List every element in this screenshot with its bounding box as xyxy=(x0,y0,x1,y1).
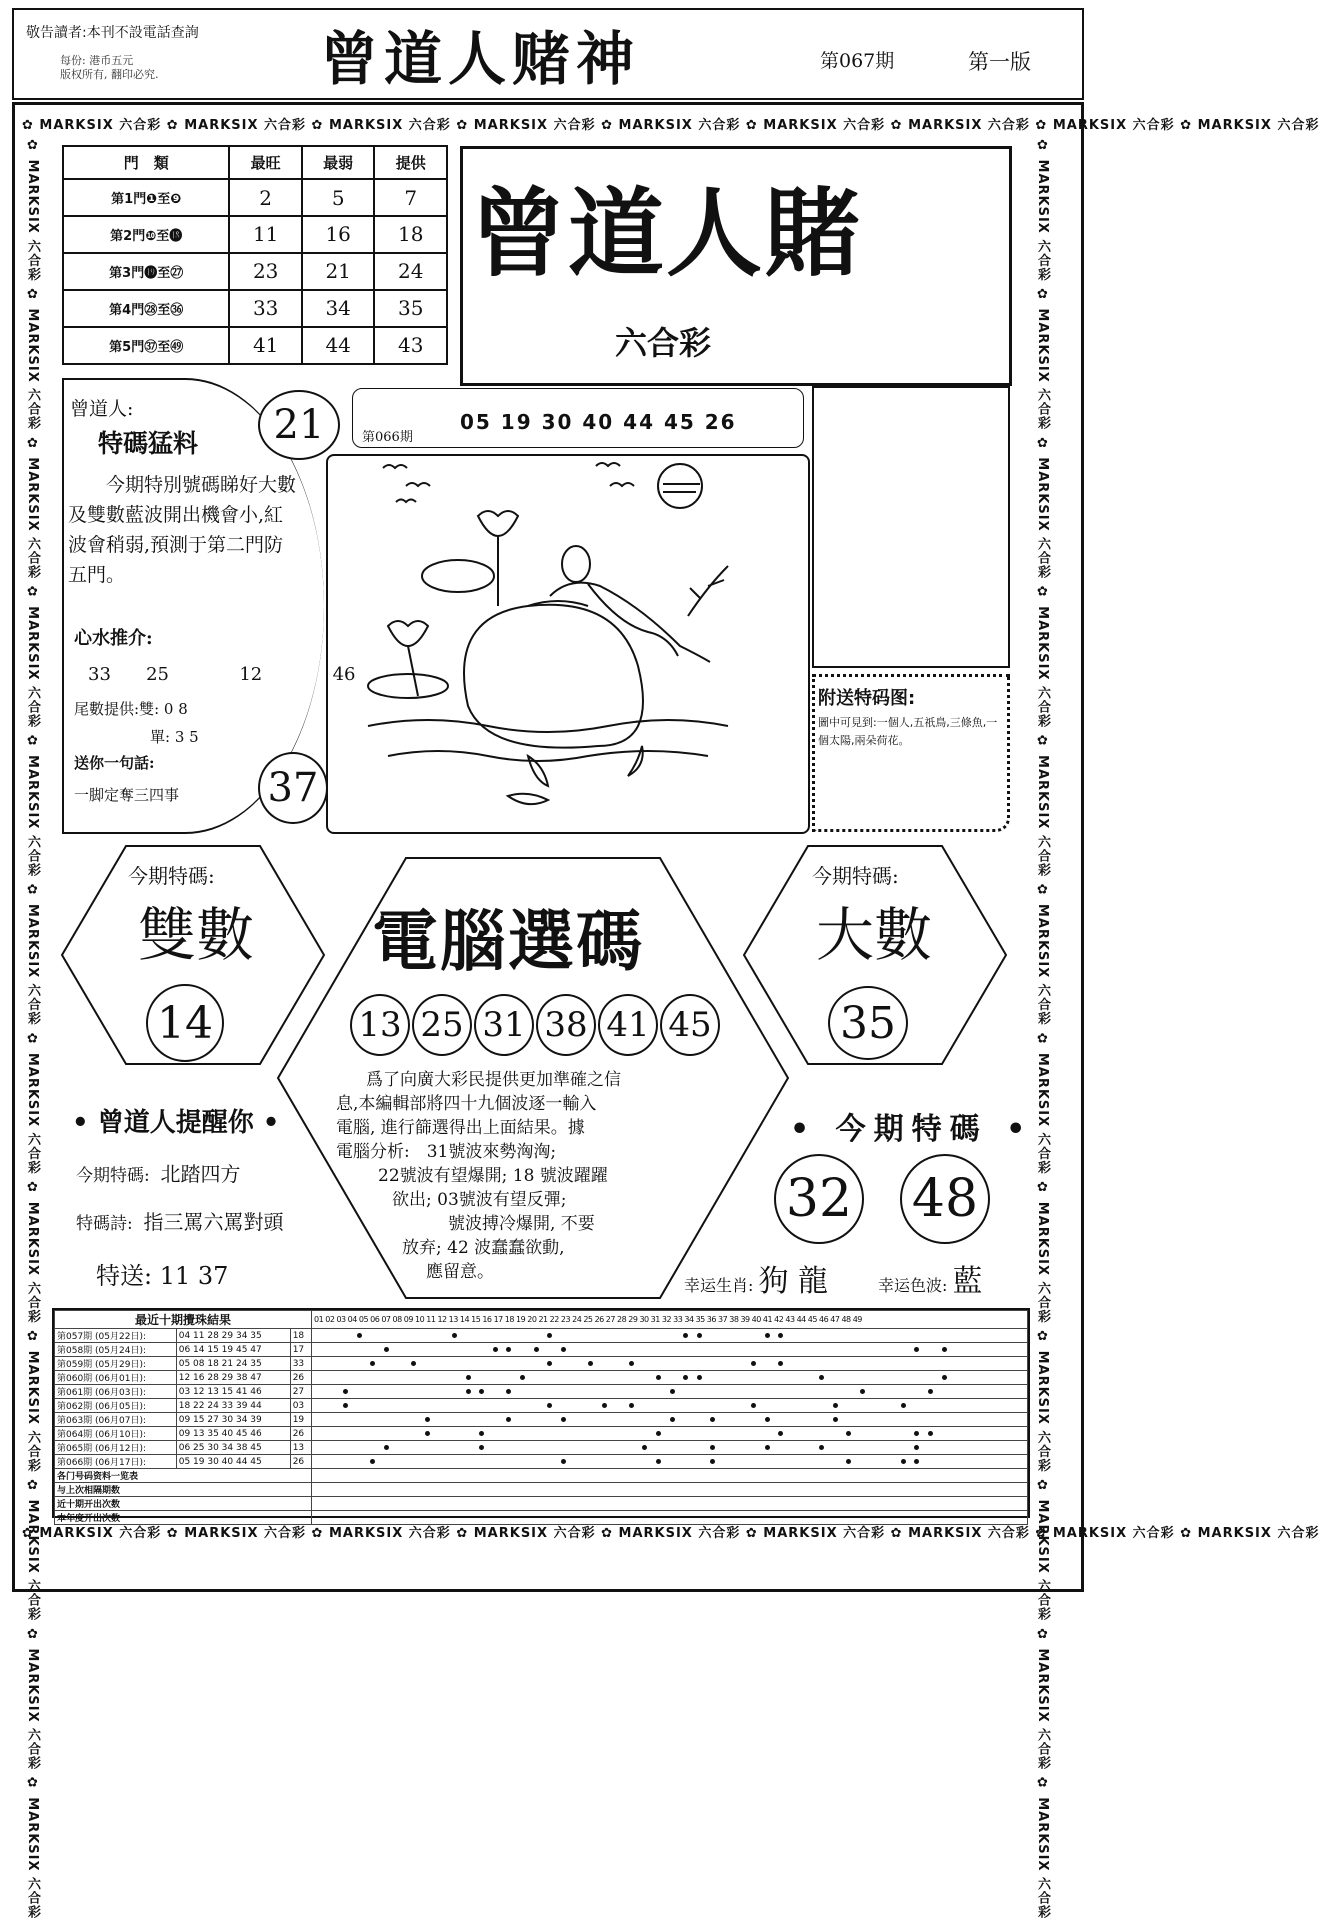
gate-header-row xyxy=(63,146,447,179)
drawn-number-dot xyxy=(561,1459,566,1464)
tail-odd-label: 單: xyxy=(150,728,171,746)
results-numbers: 12 16 28 29 38 47 xyxy=(176,1371,290,1385)
results-footer-label: 各门号码资料一览表 xyxy=(55,1469,312,1483)
drawn-number-dot xyxy=(778,1333,783,1338)
gate-best: 23 xyxy=(229,253,302,290)
fish-icon xyxy=(508,794,548,804)
results-numbers: 05 08 18 21 24 35 xyxy=(176,1357,290,1371)
drawn-number-dot xyxy=(466,1375,471,1380)
drawn-number-dot xyxy=(642,1445,647,1450)
computer-text-line: 欲出; 03號波有望反彈; xyxy=(392,1190,567,1210)
results-numbers: 18 22 24 33 39 44 xyxy=(176,1399,290,1413)
computer-text xyxy=(336,1068,746,1284)
water-lines xyxy=(368,720,728,761)
edition-label: 第一版 xyxy=(968,50,1031,74)
results-numbers: 04 11 28 29 34 35 xyxy=(176,1329,290,1343)
results-footer-label: 近十期开出次数 xyxy=(55,1497,312,1511)
bird-icon xyxy=(610,483,634,486)
drawn-number-dot xyxy=(547,1333,552,1338)
computer-number: 13 xyxy=(350,994,410,1056)
reminder-gift xyxy=(96,1256,228,1291)
diamond-icon: • xyxy=(262,1108,280,1138)
gate-best: 41 xyxy=(229,327,302,364)
last-draw-numbers: 05 19 30 40 44 45 26 xyxy=(460,410,737,434)
computer-title: 電腦選碼 xyxy=(372,902,644,980)
drawn-number-dot xyxy=(547,1361,552,1366)
diamond-icon: • xyxy=(72,1108,89,1138)
drawn-number-dot xyxy=(656,1459,661,1464)
drawn-number-dot xyxy=(670,1417,675,1422)
gate-offer: 35 xyxy=(374,290,447,327)
results-dots xyxy=(312,1357,1028,1371)
circle-number-bottom: 37 xyxy=(258,752,328,824)
results-footer-label: 与上次相隔期数 xyxy=(55,1483,312,1497)
drawn-number-dot xyxy=(819,1445,824,1450)
special-picture-caption: 圖中可見到:一個人,五祇鳥,三條魚,一個太陽,兩朵荷花。 xyxy=(818,716,998,747)
saying-text: 一脚定奪三四事 xyxy=(74,786,180,804)
results-numbers: 06 14 15 19 45 47 xyxy=(176,1343,290,1357)
drawn-number-dot xyxy=(520,1375,525,1380)
results-dots xyxy=(312,1399,1028,1413)
drawn-number-dot xyxy=(479,1431,484,1436)
gate-offer: 18 xyxy=(374,216,447,253)
saying-label: 送你一句話: xyxy=(74,754,155,772)
issue-number: 第067期 xyxy=(820,50,895,72)
computer-text-line: 號波搏冷爆開, 不要 xyxy=(448,1214,595,1234)
zodiac-value: 狗 龍 xyxy=(758,1264,829,1299)
drawn-number-dot xyxy=(629,1403,634,1408)
gate-name: 第3門⓳至㉗ xyxy=(63,253,229,290)
results-footer-cells xyxy=(312,1469,1028,1483)
results-special: 27 xyxy=(290,1385,311,1399)
drawn-number-dot xyxy=(656,1375,661,1380)
this-special-number: 48 xyxy=(900,1154,990,1244)
results-dots xyxy=(312,1413,1028,1427)
color-label: 幸运色波: xyxy=(878,1276,948,1295)
reminder-line1-label: 今期特碼: xyxy=(76,1166,150,1186)
results-numbers: 06 25 30 34 38 45 xyxy=(176,1441,290,1455)
computer-text-line: 放弃; 42 波蠢蠢欲動, xyxy=(402,1238,565,1258)
drawn-number-dot xyxy=(602,1403,607,1408)
gate-table xyxy=(62,145,448,365)
gate-offer: 24 xyxy=(374,253,447,290)
results-row xyxy=(55,1427,1028,1441)
computer-number: 41 xyxy=(598,994,658,1056)
drawn-number-dot xyxy=(697,1375,702,1380)
lotus-picture xyxy=(326,454,810,834)
results-row xyxy=(55,1455,1028,1469)
drawn-number-dot xyxy=(683,1333,688,1338)
results-row xyxy=(55,1385,1028,1399)
computer-number: 25 xyxy=(412,994,472,1056)
computer-text-line: 息,本編輯部將四十九個波逐一輸入 xyxy=(336,1094,597,1114)
results-issue: 第063期 (06月07日): xyxy=(55,1413,177,1427)
results-title-row xyxy=(55,1311,1028,1329)
drawn-number-dot xyxy=(833,1403,838,1408)
hex-left-title: 今期特碼: xyxy=(128,864,215,888)
gate-col-header: 最旺 xyxy=(229,146,302,179)
gate-offer: 7 xyxy=(374,179,447,216)
results-special: 33 xyxy=(290,1357,311,1371)
tail-even-label: 雙: xyxy=(139,700,160,718)
drawn-number-dot xyxy=(778,1431,783,1436)
reminder-line1-value: 北踏四方 xyxy=(160,1162,241,1186)
man-head xyxy=(562,546,590,582)
zodiac-row xyxy=(684,1256,828,1300)
zodiac-label: 幸运生肖: xyxy=(684,1276,754,1295)
computer-number: 31 xyxy=(474,994,534,1056)
results-footer-cells xyxy=(312,1483,1028,1497)
drawn-number-dot xyxy=(901,1459,906,1464)
price-text: 每份: 港币五元 xyxy=(60,54,134,67)
drawn-number-dot xyxy=(479,1445,484,1450)
gift-value: 11 37 xyxy=(159,1262,229,1290)
bird-icon xyxy=(396,500,416,503)
results-special: 26 xyxy=(290,1427,311,1441)
heart-numbers xyxy=(88,664,355,685)
this-special-title-row xyxy=(790,1104,1033,1148)
hex-left-word: 雙數 xyxy=(138,901,255,969)
tail-label: 尾數提供: xyxy=(74,700,140,718)
drawn-number-dot xyxy=(846,1431,851,1436)
computer-numbers xyxy=(350,994,720,1056)
reminder-line2-label: 特碼詩: xyxy=(76,1214,133,1234)
drawn-number-dot xyxy=(751,1361,756,1366)
drawn-number-dot xyxy=(506,1347,511,1352)
hex-left-number: 14 xyxy=(146,984,224,1062)
results-dots xyxy=(312,1371,1028,1385)
drawn-number-dot xyxy=(765,1417,770,1422)
special-picture-box xyxy=(812,386,1010,668)
heart-number: 25 xyxy=(146,664,169,685)
border-strip-left: ✿ MARKSIX 六合彩 ✿ MARKSIX 六合彩 ✿ MARKSIX 六合彩 ✿ MARKSIX 六合彩 ✿ MARKSIX 六合彩 ✿ MARKSIX 六合彩 ✿ MARKSIX 六合彩 ✿ MARKSIX 六合彩 ✿ MARKSIX 六合彩 ✿ MARKSIX 六合彩 ✿ MARKSIX 六合彩 ✿ MARKSIX 六合彩 xyxy=(25,138,40,1919)
branch-icon xyxy=(688,566,728,616)
drawn-number-dot xyxy=(683,1375,688,1380)
gate-name: 第5門㊲至㊾ xyxy=(63,327,229,364)
computer-text-line: 22號波有望爆開; 18 號波躍躍 xyxy=(378,1166,608,1186)
computer-number: 45 xyxy=(660,994,720,1056)
heart-title: 心水推介: xyxy=(74,628,153,649)
drawn-number-dot xyxy=(914,1459,919,1464)
reminder-line2-value: 指三罵六罵對頭 xyxy=(143,1210,284,1234)
tail-odd-row xyxy=(150,726,199,747)
results-numbers: 05 19 30 40 44 45 xyxy=(176,1455,290,1469)
results-issue: 第057期 (05月22日): xyxy=(55,1329,177,1343)
results-special: 17 xyxy=(290,1343,311,1357)
gate-row xyxy=(63,216,447,253)
drawn-number-dot xyxy=(778,1361,783,1366)
computer-text-line: 電腦分析: 31號波來勢洶洶; xyxy=(336,1142,557,1162)
panel-body: 今期特別號碼睇好大數及雙數藍波開出機會小,紅波會稍弱,預測于第二門防五門。 xyxy=(68,474,297,586)
drawn-number-dot xyxy=(914,1347,919,1352)
drawn-number-dot xyxy=(914,1445,919,1450)
drawn-number-dot xyxy=(547,1403,552,1408)
color-value: 藍 xyxy=(952,1264,983,1299)
drawn-number-dot xyxy=(370,1361,375,1366)
drawn-number-dot xyxy=(751,1403,756,1408)
border-strip-right: ✿ MARKSIX 六合彩 ✿ MARKSIX 六合彩 ✿ MARKSIX 六合彩 ✿ MARKSIX 六合彩 ✿ MARKSIX 六合彩 ✿ MARKSIX 六合彩 ✿ MARKSIX 六合彩 ✿ MARKSIX 六合彩 ✿ MARKSIX 六合彩 ✿ MARKSIX 六合彩 ✿ MARKSIX 六合彩 ✿ MARKSIX 六合彩 xyxy=(1035,138,1050,1919)
results-special: 03 xyxy=(290,1399,311,1413)
results-numbers: 09 15 27 30 34 39 xyxy=(176,1413,290,1427)
results-special: 19 xyxy=(290,1413,311,1427)
gate-row xyxy=(63,290,447,327)
computer-text-line: 爲了向廣大彩民提供更加準確之信 xyxy=(366,1070,621,1090)
heart-number: 33 xyxy=(88,664,111,685)
tail-row xyxy=(74,698,188,719)
hex-right-number: 35 xyxy=(828,986,908,1060)
diamond-icon: • xyxy=(1006,1112,1034,1147)
gate-best: 11 xyxy=(229,216,302,253)
drawn-number-dot xyxy=(357,1333,362,1338)
lotus-flower-icon xyxy=(388,621,428,646)
drawn-number-dot xyxy=(928,1389,933,1394)
drawn-number-dot xyxy=(765,1333,770,1338)
results-footer-cells xyxy=(312,1511,1028,1525)
gate-name: 第4門㉘至㊱ xyxy=(63,290,229,327)
last-draw-label: 第066期 xyxy=(362,430,413,445)
hex-right-title: 今期特碼: xyxy=(812,864,899,888)
results-dots xyxy=(312,1441,1028,1455)
results-row xyxy=(55,1329,1028,1343)
circle-number-top: 21 xyxy=(258,390,340,460)
results-special: 13 xyxy=(290,1441,311,1455)
reminder-title: 曾道人提醒你 xyxy=(97,1108,254,1138)
results-issue: 第065期 (06月12日): xyxy=(55,1441,177,1455)
hex-right-word: 大數 xyxy=(816,901,933,969)
results-issue: 第060期 (06月01日): xyxy=(55,1371,177,1385)
drawn-number-dot xyxy=(670,1389,675,1394)
reminder-title-row xyxy=(72,1102,279,1139)
drawn-number-dot xyxy=(928,1431,933,1436)
drawn-number-dot xyxy=(506,1417,511,1422)
results-issue: 第058期 (05月24日): xyxy=(55,1343,177,1357)
lotus-scene-illustration xyxy=(328,456,808,832)
drawn-number-dot xyxy=(534,1347,539,1352)
logo-subtitle: 六合彩 xyxy=(615,324,712,362)
logo-title: 曾道人賭 xyxy=(470,177,862,290)
notice-text: 敬告讀者:本刊不設電話查詢 xyxy=(26,25,199,41)
drawn-number-dot xyxy=(425,1417,430,1422)
results-footer-cells xyxy=(312,1497,1028,1511)
gate-col-header: 最弱 xyxy=(302,146,375,179)
gate-best: 2 xyxy=(229,179,302,216)
gate-worst: 16 xyxy=(302,216,375,253)
gate-best: 33 xyxy=(229,290,302,327)
heart-number: 12 xyxy=(239,664,263,685)
bird-icon xyxy=(406,483,430,486)
drawn-number-dot xyxy=(710,1445,715,1450)
drawn-number-dot xyxy=(846,1459,851,1464)
drawn-number-dot xyxy=(479,1389,484,1394)
results-row xyxy=(55,1357,1028,1371)
drawn-number-dot xyxy=(343,1389,348,1394)
color-row xyxy=(878,1256,983,1300)
drawn-number-dot xyxy=(629,1361,634,1366)
results-issue: 第064期 (06月10日): xyxy=(55,1427,177,1441)
gate-col-header: 提供 xyxy=(374,146,447,179)
gate-row xyxy=(63,253,447,290)
drawn-number-dot xyxy=(466,1389,471,1394)
gate-worst: 21 xyxy=(302,253,375,290)
drawn-number-dot xyxy=(942,1347,947,1352)
drawn-number-dot xyxy=(710,1459,715,1464)
drawn-number-dot xyxy=(561,1347,566,1352)
drawn-number-dot xyxy=(506,1389,511,1394)
drawn-number-dot xyxy=(343,1403,348,1408)
results-table xyxy=(52,1308,1030,1524)
results-row xyxy=(55,1399,1028,1413)
drawn-number-dot xyxy=(561,1417,566,1422)
drawn-number-dot xyxy=(384,1347,389,1352)
drawn-number-dot xyxy=(765,1445,770,1450)
gift-label: 特送: xyxy=(96,1262,153,1290)
results-footer-label: 本年度开出次数 xyxy=(55,1511,312,1525)
gate-row xyxy=(63,179,447,216)
drawn-number-dot xyxy=(697,1333,702,1338)
this-special-number: 32 xyxy=(774,1154,864,1244)
lotus-flower-icon xyxy=(478,511,518,536)
gate-worst: 34 xyxy=(302,290,375,327)
lotus-leaf xyxy=(368,674,448,698)
drawn-number-dot xyxy=(710,1417,715,1422)
results-numbers: 03 12 13 15 41 46 xyxy=(176,1385,290,1399)
results-footer-row xyxy=(55,1469,1028,1483)
border-strip-top: ✿ MARKSIX 六合彩 ✿ MARKSIX 六合彩 ✿ MARKSIX 六合彩 ✿ MARKSIX 六合彩 ✿ MARKSIX 六合彩 ✿ MARKSIX 六合彩 ✿ MARKSIX 六合彩 ✿ MARKSIX 六合彩 ✿ MARKSIX 六合彩 xyxy=(22,118,1319,133)
results-dots xyxy=(312,1329,1028,1343)
drawn-number-dot xyxy=(493,1347,498,1352)
gate-name: 第1門❶至❾ xyxy=(63,179,229,216)
drawn-number-dot xyxy=(656,1431,661,1436)
drawn-number-dot xyxy=(942,1375,947,1380)
results-footer-row xyxy=(55,1497,1028,1511)
gate-offer: 43 xyxy=(374,327,447,364)
results-issue: 第066期 (06月17日): xyxy=(55,1455,177,1469)
drawn-number-dot xyxy=(452,1333,457,1338)
this-special-title: 今期特碼 xyxy=(835,1112,988,1147)
author-label: 曾道人: xyxy=(70,398,134,420)
results-row xyxy=(55,1441,1028,1455)
results-special: 26 xyxy=(290,1455,311,1469)
drawn-number-dot xyxy=(901,1403,906,1408)
tail-even: 0 8 xyxy=(163,700,188,718)
drawn-number-dot xyxy=(914,1431,919,1436)
gate-row xyxy=(63,327,447,364)
results-number-header: 01 02 03 04 05 06 07 08 09 10 11 12 13 14 15 16 17 18 19 20 21 22 23 24 25 26 27 28 29 30 31 32 33 34 35 36 37 38 39 40 41 42 43 44 45 46 47 48 49 xyxy=(312,1311,1028,1329)
man-body xyxy=(528,583,710,662)
results-dots xyxy=(312,1455,1028,1469)
drawn-number-dot xyxy=(819,1375,824,1380)
drawn-number-dot xyxy=(833,1417,838,1422)
bird-icon xyxy=(596,463,620,466)
drawn-number-dot xyxy=(425,1431,430,1436)
results-issue: 第059期 (05月29日): xyxy=(55,1357,177,1371)
results-row xyxy=(55,1343,1028,1357)
reminder-line1 xyxy=(76,1158,241,1187)
heart-number: 46 xyxy=(332,664,356,685)
tail-odd: 3 5 xyxy=(174,728,199,746)
computer-text-line: 電腦, 進行篩選得出上面結果。據 xyxy=(336,1118,585,1138)
drawn-number-dot xyxy=(588,1361,593,1366)
computer-text-line: 應留意。 xyxy=(426,1262,494,1282)
results-dots xyxy=(312,1385,1028,1399)
lotus-leaf xyxy=(422,560,494,592)
gate-col-header: 門 類 xyxy=(63,146,229,179)
reminder-line2 xyxy=(76,1206,284,1235)
drawn-number-dot xyxy=(370,1459,375,1464)
border-strip-bottom: ✿ MARKSIX 六合彩 ✿ MARKSIX 六合彩 ✿ MARKSIX 六合彩 ✿ MARKSIX 六合彩 ✿ MARKSIX 六合彩 ✿ MARKSIX 六合彩 ✿ MARKSIX 六合彩 ✿ MARKSIX 六合彩 ✿ MARKSIX 六合彩 xyxy=(22,1526,1319,1541)
results-footer-row xyxy=(55,1483,1028,1497)
results-dots xyxy=(312,1343,1028,1357)
diamond-icon: • xyxy=(790,1112,818,1147)
results-row xyxy=(55,1413,1028,1427)
masthead-title: 曾道人赌神 xyxy=(320,25,641,93)
computer-number: 38 xyxy=(536,994,596,1056)
bird-icon xyxy=(383,465,407,468)
drawn-number-dot xyxy=(384,1445,389,1450)
drawn-number-dot xyxy=(860,1389,865,1394)
panel-heading: 特碼猛料 xyxy=(98,429,199,458)
gate-worst: 5 xyxy=(302,179,375,216)
rights-text: 版权所有, 翻印必究. xyxy=(60,68,159,81)
special-picture-title: 附送特码图: xyxy=(818,688,916,709)
results-row xyxy=(55,1371,1028,1385)
gate-name: 第2門❿至⓲ xyxy=(63,216,229,253)
results-special: 18 xyxy=(290,1329,311,1343)
price-info xyxy=(60,54,159,82)
gate-worst: 44 xyxy=(302,327,375,364)
drawn-number-dot xyxy=(411,1361,416,1366)
results-dots xyxy=(312,1427,1028,1441)
results-title: 最近十期攪珠結果 xyxy=(55,1311,312,1329)
results-special: 26 xyxy=(290,1371,311,1385)
results-numbers: 09 13 35 40 45 46 xyxy=(176,1427,290,1441)
sun-icon xyxy=(658,464,702,508)
results-issue: 第061期 (06月03日): xyxy=(55,1385,177,1399)
results-issue: 第062期 (06月05日): xyxy=(55,1399,177,1413)
results-footer-row xyxy=(55,1511,1028,1525)
